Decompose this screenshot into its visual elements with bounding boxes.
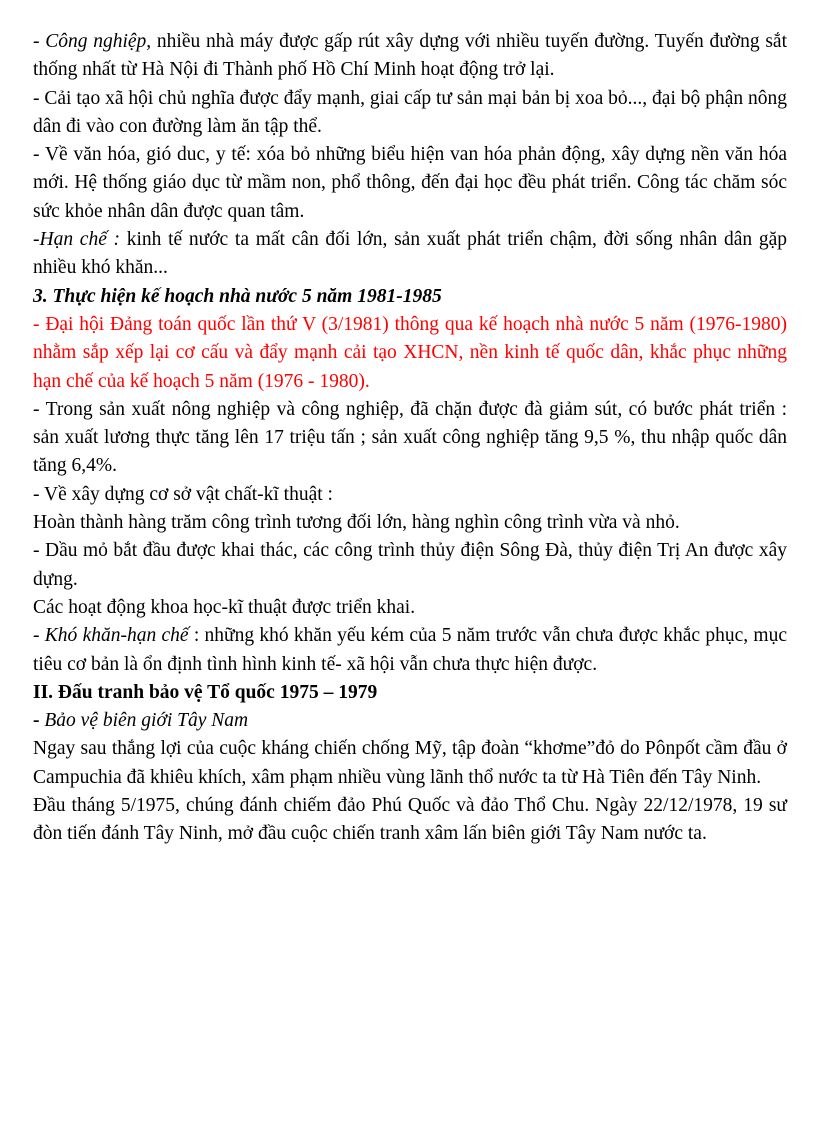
paragraph-infrastructure: Hoàn thành hàng trăm công trình tương đối lớn, hàng nghìn công trình vừa và nhỏ. [33,512,680,534]
text-difficulties: : những khó khăn yếu kém của 5 năm trước vẫn chưa được khắc phục, mục tiêu cơ bản là ổn định tình hình kinh tế- xã hội vẫn chưa thực hiện được. [33,625,787,675]
paragraph-difficulties [33,622,787,679]
text-industry: nhiều nhà máy được gấp rút xây dựng với nhiều tuyến đường. Tuyến đường sắt thống nhất từ Hà Nội đi Thành phố Hồ Chí Minh hoạt động trở lại. [33,31,788,81]
text-limitations: kinh tế nước ta mất cân đối lớn, sản xuất phát triển chậm, đời sống nhân dân gặp nhiều khó khăn... [33,229,787,279]
label-difficulties: - Khó khăn-hạn chế [33,625,189,647]
subheading-southwest-border [33,707,787,735]
paragraph-khmer-rouge: Ngay sau thắng lợi của cuộc kháng chiến chống Mỹ, tập đoàn “khơme”đỏ do Pônpốt cầm đầu ở Campuchia đã khiêu khích, xâm phạm nhiều vùng lãnh thổ nước ta từ Hà Tiên đến Tây Ninh. [33,738,787,788]
subheading-dash: - [33,710,45,732]
paragraph-congress-v: - Đại hội Đảng toán quốc lần thứ V (3/1981) thông qua kế hoạch nhà nước 5 năm (1976-1980) nhằm sắp xếp lại cơ cấu và đẩy mạnh cải tạo XHCN, nền kinh tế quốc dân, khắc phục những hạn chế của kế hoạch 5 năm (1976 - 1980). [33,313,787,392]
heading-plan-1981-1985: 3. Thực hiện kế hoạch nhà nước 5 năm 1981-1985 [33,285,442,307]
paragraph-limitations [33,226,787,283]
label-industry: - Công nghiệp, [33,31,152,52]
heading-defense-1975-1979: II. Đấu tranh bảo vệ Tổ quốc 1975 – 1979 [33,681,378,703]
document-page [33,28,787,849]
paragraph-science: Các hoạt động khoa học-kĩ thuật được triển khai. [33,596,416,618]
subheading-text: Bảo vệ biên giới Tây Nam [44,710,249,732]
paragraph-oil-hydro: - Dầu mỏ bắt đầu được khai thác, các công trình thủy điện Sông Đà, thủy điện Trị An được xây dựng. [33,540,787,590]
paragraph-infrastructure-title: - Về xây dựng cơ sở vật chất-kĩ thuật : [33,483,333,505]
paragraph-production: - Trong sản xuất nông nghiệp và công nghiệp, đã chặn được đà giảm sút, có bước phát triển : sản xuất lương thực tăng lên 17 triệu tấn ; sản xuất công nghiệp tăng 9,5 %, thu nhập quốc dân tăng 6,4%. [33,398,787,477]
paragraph-social-reform: - Cải tạo xã hội chủ nghĩa được đẩy mạnh, giai cấp tư sản mại bản bị xoa bỏ..., đại bộ phận nông dân đi vào con đường làm ăn tập thể. [33,87,787,137]
paragraph-industry [33,28,787,85]
paragraph-culture: - Về văn hóa, gió duc, y tế: xóa bỏ những biểu hiện van hóa phản động, xây dựng nền văn hóa mới. Hệ thống giáo dục từ mầm non, phổ thông, đến đại học đều phát triển. Công tác chăm sóc sức khỏe nhân dân được quan tâm. [33,144,787,222]
label-limitations: -Hạn chế : [33,229,121,251]
paragraph-invasion: Đầu tháng 5/1975, chúng đánh chiếm đảo Phú Quốc và đảo Thổ Chu. Ngày 22/12/1978, 19 sư đòn tiến đánh Tây Ninh, mở đầu cuộc chiến tranh xâm lấn biên giới Tây Nam nước ta. [33,795,787,845]
